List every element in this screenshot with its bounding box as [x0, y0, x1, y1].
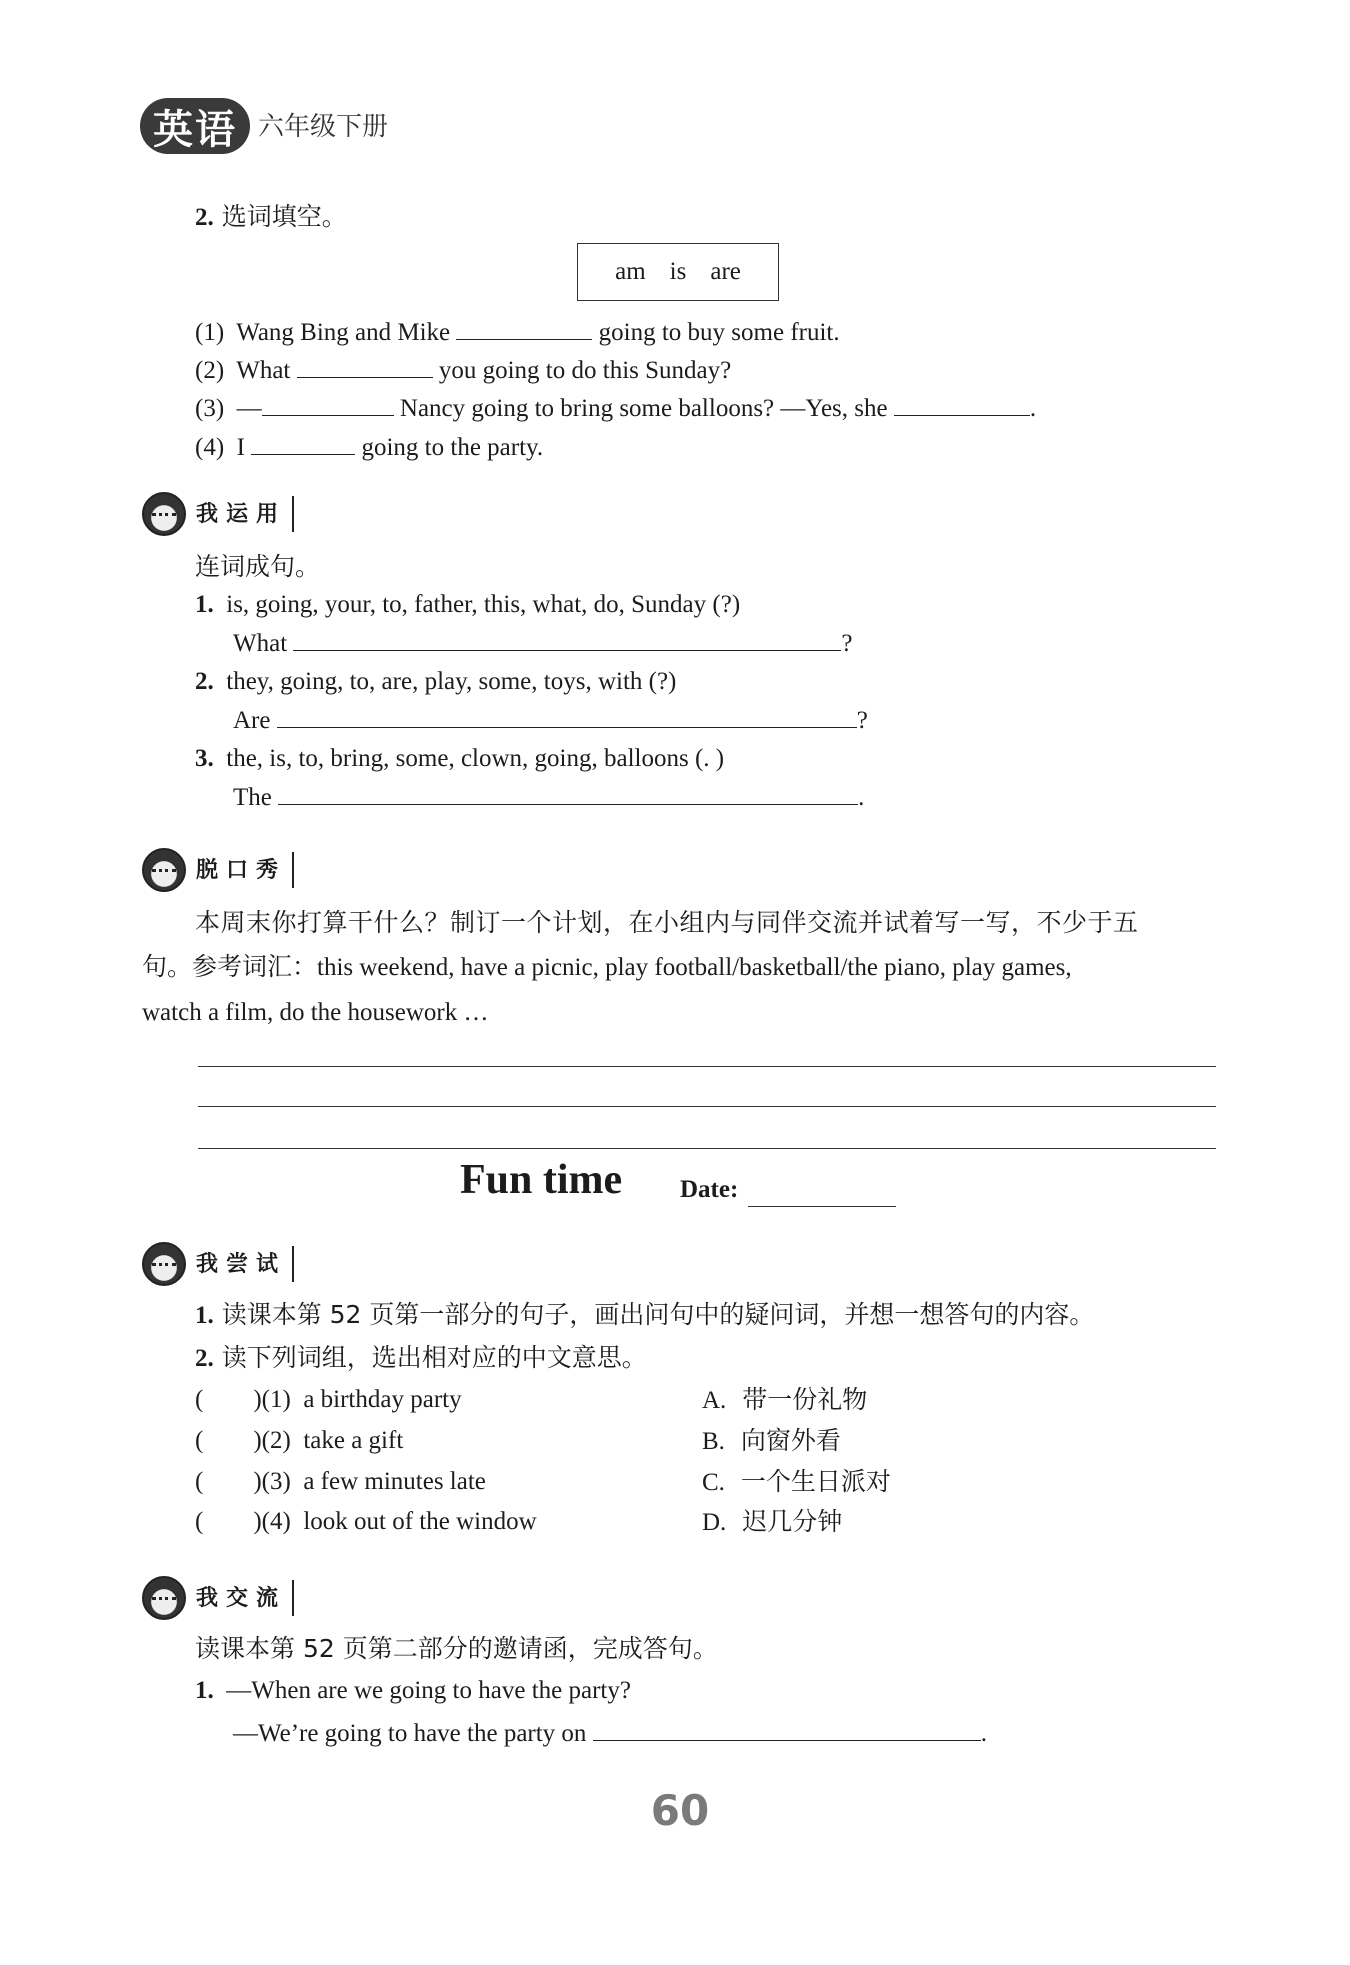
section-talk-show [142, 848, 294, 892]
match-row-1: ( )(1) a birthday party [195, 1386, 462, 1413]
section-try [142, 1242, 294, 1286]
apply-item-3-answer: The . [233, 780, 864, 815]
grade-label: 六年级下册 [258, 112, 389, 142]
answer-blank[interactable] [251, 430, 355, 455]
try-item-2: 2. 读下列词组，选出相对应的中文意思。 [195, 1343, 647, 1372]
date-field[interactable] [748, 1206, 896, 1207]
mascot-icon [142, 848, 186, 892]
exchange-answer: —We’re going to have the party on . [233, 1716, 987, 1751]
mascot-icon [142, 1576, 186, 1620]
writing-line[interactable] [198, 1066, 1216, 1067]
word-bank-are: are [710, 258, 741, 285]
fill-item-2: (2) What you going to do this Sunday? [195, 353, 731, 388]
subject-badge: 英语 [140, 98, 250, 154]
writing-line[interactable] [198, 1148, 1216, 1149]
section-exchange [142, 1576, 294, 1620]
section-label: 脱口秀 [190, 852, 294, 888]
fill-item-1: (1) Wang Bing and Mike going to buy some fruit. [195, 315, 840, 350]
section-label: 我交流 [190, 1580, 294, 1616]
page-number: 60 [650, 1786, 710, 1835]
word-bank-am: am [615, 258, 646, 285]
match-option-c: C. 一个生日派对 [702, 1467, 891, 1496]
writing-line[interactable] [198, 1106, 1216, 1107]
match-option-a: A. 带一份礼物 [702, 1385, 868, 1414]
talk-text-line-3: watch a film, do the housework … [142, 999, 489, 1026]
exchange-question: 1. —When are we going to have the party? [195, 1677, 631, 1704]
answer-line[interactable] [593, 1716, 981, 1741]
match-option-b: B. 向窗外看 [702, 1426, 841, 1455]
match-row-3: ( )(3) a few minutes late [195, 1468, 486, 1495]
fill-item-3: (3) — Nancy going to bring some balloons? —Yes, she . [195, 391, 1036, 426]
apply-item-1-answer: What ? [233, 626, 853, 661]
answer-line[interactable] [278, 780, 858, 805]
fun-time-title: Fun time [460, 1157, 623, 1203]
word-bank-is: is [669, 258, 687, 285]
section-label: 我运用 [190, 496, 294, 532]
apply-item-1-words: 1. is, going, your, to, father, this, what, do, Sunday (?) [195, 591, 741, 618]
part2-heading: 2. 选词填空。 [195, 202, 347, 231]
exchange-instruction: 读课本第 52 页第二部分的邀请函，完成答句。 [195, 1634, 718, 1663]
answer-blank[interactable] [894, 391, 1030, 416]
match-row-2: ( )(2) take a gift [195, 1427, 404, 1454]
mascot-icon [142, 1242, 186, 1286]
answer-line[interactable] [293, 626, 841, 651]
match-option-d: D. 迟几分钟 [702, 1507, 843, 1536]
answer-blank[interactable] [262, 391, 394, 416]
match-row-4: ( )(4) look out of the window [195, 1508, 537, 1535]
apply-item-2-answer: Are ? [233, 703, 868, 738]
word-bank [577, 243, 779, 301]
try-item-1: 1. 读课本第 52 页第一部分的句子，画出问句中的疑问词，并想一想答句的内容。 [195, 1300, 1095, 1329]
answer-blank[interactable] [297, 353, 433, 378]
date-label: Date: [680, 1176, 739, 1203]
section-label: 我尝试 [190, 1246, 294, 1282]
apply-item-3-words: 3. the, is, to, bring, some, clown, going, balloons (. ) [195, 745, 725, 772]
answer-line[interactable] [277, 703, 857, 728]
talk-text-line-1: 本周末你打算干什么？制订一个计划，在小组内与同伴交流并试着写一写，不少于五 [195, 908, 1139, 937]
answer-blank[interactable] [456, 315, 592, 340]
section-apply [142, 492, 294, 536]
apply-item-2-words: 2. they, going, to, are, play, some, toys, with (?) [195, 668, 677, 695]
talk-text-line-2: 句。参考词汇：this weekend, have a picnic, play football/basketball/the piano, play games, [142, 954, 1072, 981]
mascot-icon [142, 492, 186, 536]
fill-item-4: (4) I going to the party. [195, 430, 543, 465]
apply-instruction: 连词成句。 [195, 552, 321, 581]
